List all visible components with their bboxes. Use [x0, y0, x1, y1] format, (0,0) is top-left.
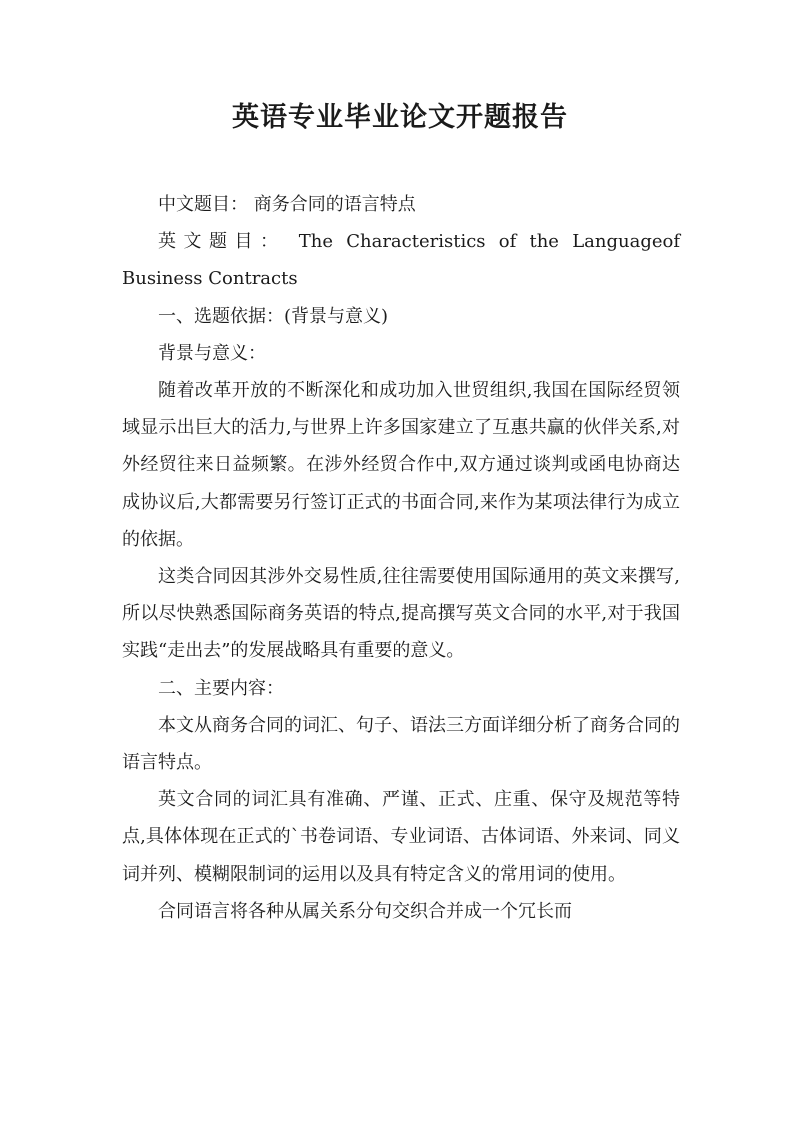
chinese-title-line: 中文题目： 商务合同的语言特点	[158, 194, 416, 215]
paragraph-background: 随着改革开放的不断深化和成功加入世贸组织,我国在国际经贸领域显示出巨大的活力,与世界上许多国家建立了互惠共赢的伙伴关系,对外经贸往来日益频繁。在涉外经贸合作中,双方通过谈判或函电协商达成协议后,大都需要另行签订正式的书面合同,来作为某项法律行为成立的依据。	[122, 380, 680, 550]
document-title: 英语专业毕业论文开题报告	[232, 102, 568, 133]
paragraph-sentences: 合同语言将各种从属关系分句交织合并成一个冗长而	[158, 900, 572, 922]
paragraph-significance: 这类合同因其涉外交易性质,往往需要使用国际通用的英文来撰写,所以尽快熟悉国际商务英语的特点,提高撰写英文合同的水平,对于我国实践“走出去”的发展战略具有重要的意义。	[122, 566, 680, 662]
document-body	[122, 186, 680, 930]
section-heading-basis: 一、选题依据：(背景与意义)	[158, 305, 389, 327]
english-title-line: 英文题目： The Characteristics of the Languageof Business Contracts	[122, 231, 680, 290]
paragraph-vocabulary: 英文合同的词汇具有准确、严谨、正式、庄重、保守及规范等特点,具体体现在正式的`书卷词语、专业词语、古体词语、外来词、同义词并列、模糊限制词的运用以及具有特定含义的常用词的使用。	[122, 789, 680, 885]
section-heading-content: 二、主要内容：	[158, 677, 284, 699]
subheading-background: 背景与意义：	[158, 342, 266, 364]
paragraph-overview: 本文从商务合同的词汇、句子、语法三方面详细分析了商务合同的语言特点。	[122, 714, 680, 774]
